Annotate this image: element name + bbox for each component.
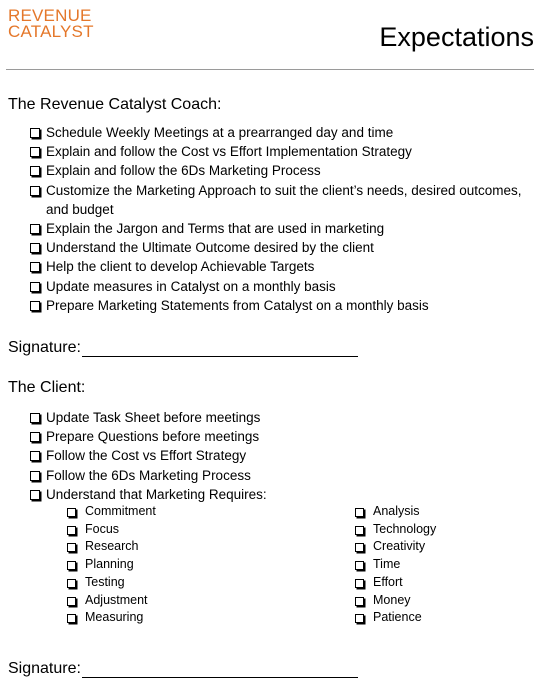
- client-heading: The Client:: [8, 379, 86, 396]
- checkbox-icon[interactable]: [30, 490, 40, 500]
- requirement-item: Planning: [67, 556, 156, 574]
- checklist-item: Explain the Jargon and Terms that are used in marketing: [30, 219, 534, 238]
- requirement-item: Focus: [67, 521, 156, 539]
- checkbox-icon[interactable]: [67, 614, 76, 623]
- requirement-item: Commitment: [67, 503, 156, 521]
- checkbox-icon[interactable]: [30, 186, 40, 196]
- checklist-item: Follow the 6Ds Marketing Process: [30, 466, 534, 485]
- requirement-item: Measuring: [67, 609, 156, 627]
- checkbox-icon[interactable]: [30, 166, 40, 176]
- requirement-item: Time: [355, 556, 436, 574]
- logo-line-2: CATALYST: [8, 22, 94, 41]
- checklist-item: Follow the Cost vs Effort Strategy: [30, 446, 534, 465]
- requirement-item: Adjustment: [67, 592, 156, 610]
- checkbox-icon[interactable]: [67, 543, 76, 552]
- checkbox-icon[interactable]: [355, 579, 364, 588]
- checklist-item: Update Task Sheet before meetings: [30, 408, 534, 427]
- checkbox-icon[interactable]: [30, 432, 40, 442]
- checkbox-icon[interactable]: [67, 579, 76, 588]
- client-checklist: [30, 408, 534, 504]
- checklist-item: Update measures in Catalyst on a monthly basis: [30, 277, 534, 296]
- requirement-item: Analysis: [355, 503, 436, 521]
- signature-label: Signature:: [8, 660, 81, 677]
- checkbox-icon[interactable]: [355, 614, 364, 623]
- checkbox-icon[interactable]: [67, 508, 76, 517]
- requirement-item: Patience: [355, 609, 436, 627]
- checkbox-icon[interactable]: [30, 262, 40, 272]
- checkbox-icon[interactable]: [67, 561, 76, 570]
- requirement-item: Research: [67, 538, 156, 556]
- coach-checklist: [30, 123, 534, 315]
- signature-line[interactable]: [82, 661, 358, 678]
- signature-line[interactable]: [82, 340, 358, 357]
- checklist-item: Understand that Marketing Requires:: [30, 485, 534, 504]
- checkbox-icon[interactable]: [30, 224, 40, 234]
- requirement-item: Effort: [355, 574, 436, 592]
- checkbox-icon[interactable]: [30, 451, 40, 461]
- checkbox-icon[interactable]: [67, 526, 76, 535]
- checklist-item: Explain and follow the Cost vs Effort Implementation Strategy: [30, 142, 534, 161]
- requirement-item: Testing: [67, 574, 156, 592]
- checkbox-icon[interactable]: [67, 597, 76, 606]
- checkbox-icon[interactable]: [30, 147, 40, 157]
- checkbox-icon[interactable]: [30, 282, 40, 292]
- requires-list-right: [355, 503, 436, 627]
- checkbox-icon[interactable]: [30, 243, 40, 253]
- checkbox-icon[interactable]: [355, 543, 364, 552]
- requirement-item: Technology: [355, 521, 436, 539]
- coach-heading: The Revenue Catalyst Coach:: [8, 96, 222, 113]
- checklist-item: Prepare Questions before meetings: [30, 427, 534, 446]
- client-signature: [8, 660, 358, 678]
- checklist-item: Schedule Weekly Meetings at a prearranged day and time: [30, 123, 534, 142]
- checklist-item: Understand the Ultimate Outcome desired by the client: [30, 238, 534, 257]
- checkbox-icon[interactable]: [355, 597, 364, 606]
- coach-signature: [8, 339, 358, 357]
- checkbox-icon[interactable]: [30, 471, 40, 481]
- revenue-catalyst-logo: [8, 8, 94, 40]
- page-title: Expectations: [379, 22, 534, 52]
- requirement-item: Money: [355, 592, 436, 610]
- checklist-item: Help the client to develop Achievable Targets: [30, 257, 534, 276]
- logo-line-1: REVENUE: [8, 6, 92, 25]
- requirement-item: Creativity: [355, 538, 436, 556]
- checklist-item: Explain and follow the 6Ds Marketing Process: [30, 161, 534, 180]
- checklist-item: Customize the Marketing Approach to suit the client’s needs, desired outcomes, and budget: [30, 181, 534, 219]
- checkbox-icon[interactable]: [30, 413, 40, 423]
- requires-list-left: [67, 503, 156, 627]
- checkbox-icon[interactable]: [355, 561, 364, 570]
- signature-label: Signature:: [8, 339, 81, 356]
- checklist-item: Prepare Marketing Statements from Catalyst on a monthly basis: [30, 296, 534, 315]
- checkbox-icon[interactable]: [355, 526, 364, 535]
- header-divider: [6, 69, 534, 70]
- checkbox-icon[interactable]: [30, 301, 40, 311]
- checkbox-icon[interactable]: [30, 128, 40, 138]
- checkbox-icon[interactable]: [355, 508, 364, 517]
